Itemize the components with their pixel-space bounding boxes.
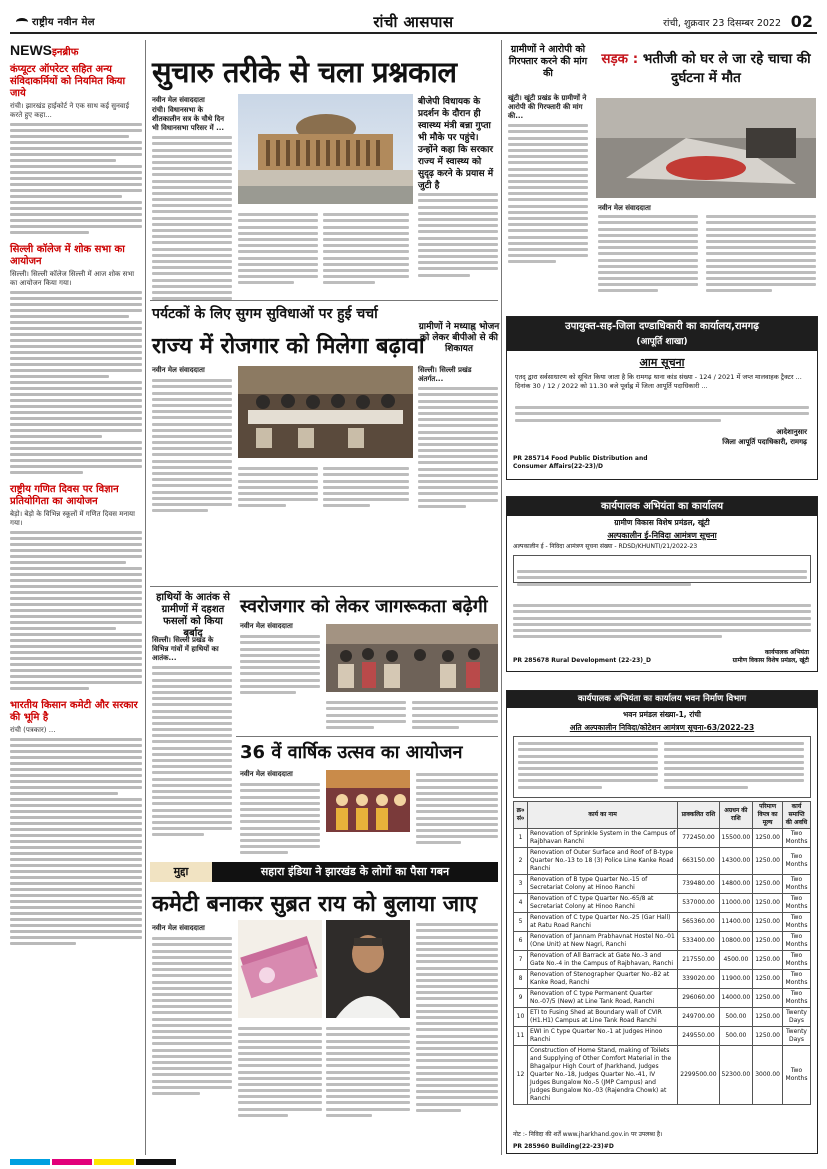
brief-body <box>10 291 142 474</box>
sahara-band: सहारा इंडिया ने झारखंड के लोगों का पैसा गबन <box>212 862 498 882</box>
selfemp-headline: स्वरोजगार को लेकर जागरूकता बढ़ेगी <box>240 596 488 617</box>
table-cell-cost: 296060.00 <box>678 989 719 1008</box>
story-body <box>240 632 320 697</box>
story-body <box>326 698 406 732</box>
table-cell-work: Renovation of C type Quarter No.-25 (Gar Hall) at Ratu Road Ranchi <box>528 913 678 932</box>
table-cell-work: Construction of Home Stand, making of Toilets and Supplying of Other Comfort Material in the Bhagalpur High Court of Jharkhand, Judges Quarter No.-18, Judges Quarter No.-41, IV Judges Bungalow No.-5 (JMP Campus) and Judges Bungalow No.-03 (Rajendra Chowk) at Ranchi <box>528 1046 678 1105</box>
col-header: प्राक्कलित राशि <box>678 802 719 829</box>
story-lead: सिल्ली। सिल्ली प्रखंड अंतर्गत... <box>418 366 472 383</box>
accident-headline <box>596 50 816 88</box>
story-body <box>152 636 232 839</box>
table-cell-time: Two Months <box>783 913 811 932</box>
table-row <box>514 1027 811 1046</box>
notice-title: उपायुक्त-सह-जिला दण्डाधिकारी का कार्यालय,रामगढ़ <box>507 317 817 336</box>
table-cell-no: 7 <box>514 951 528 970</box>
table-cell-time: Two Months <box>783 829 811 848</box>
divider <box>150 586 498 587</box>
section-title: रांची आसपास <box>373 13 454 31</box>
table-cell-emd: 14800.00 <box>719 875 753 894</box>
table-cell-emd: 52300.00 <box>719 1046 753 1105</box>
table-cell-emd: 15500.00 <box>719 829 753 848</box>
tender-table <box>513 801 811 1105</box>
table-cell-emd: 10800.00 <box>719 932 753 951</box>
table-cell-emd: 4500.00 <box>719 951 753 970</box>
assembly-building-photo <box>238 94 413 204</box>
notice-signature <box>722 427 807 447</box>
notice-ref: अल्पकालीन ई - निविदा आमंत्रण सूचना संख्या - RDSD/KHUNTI/21/2022-23 <box>513 543 698 550</box>
brief-item <box>10 244 142 474</box>
table-cell-no: 9 <box>514 989 528 1008</box>
table-row <box>514 970 811 989</box>
notice-subtitle: भवन प्रमंडल संख्या-1, रांची <box>623 710 701 719</box>
notice-pr-number: PR 285960 Building(22-23)#D <box>513 1143 614 1150</box>
notice-footer: नोट :- निविदा की शर्तें www.jharkhand.gov.in पर उपलब्ध है। <box>513 1131 663 1138</box>
table-cell-time: Twenty Days <box>783 1008 811 1027</box>
brief-body <box>10 123 142 234</box>
table-row <box>514 848 811 875</box>
brief-title: भारतीय किसान कमेटी और सरकार की भूमि है <box>10 700 138 723</box>
table-cell-time: Two Months <box>783 875 811 894</box>
registration-strip-cyan <box>10 1159 50 1165</box>
table-cell-fee: 1250.00 <box>753 970 783 989</box>
story-body <box>152 106 232 303</box>
table-cell-time: Two Months <box>783 894 811 913</box>
news-in-brief-column <box>10 42 142 1152</box>
brief-title: राष्ट्रीय गणित दिवस पर विज्ञान प्रतियोगिता का आयोजन <box>10 484 119 507</box>
table-cell-cost: 249700.00 <box>678 1008 719 1027</box>
table-cell-emd: 500.00 <box>719 1027 753 1046</box>
notice-building <box>506 690 818 1154</box>
table-cell-time: Two Months <box>783 989 811 1008</box>
table-cell-fee: 1250.00 <box>753 913 783 932</box>
anniversary-headline: 36 वें वार्षिक उत्सव का आयोजन <box>240 742 463 763</box>
notice-heading: अति अल्पकालीन निविदा/कोटेशन आमंत्रण सूचना-63/2022-23 <box>569 723 755 732</box>
table-cell-work: Renovation of Jannam Prabhavnat Hostel No.-01 (One Unit) at New Nagri, Ranchi <box>528 932 678 951</box>
col-header: परिमाण विपत्र का मूल्य <box>753 802 783 829</box>
story-body <box>323 464 409 511</box>
notice-ramgarh <box>506 316 818 480</box>
notice-lines <box>515 403 809 425</box>
table-cell-fee: 3000.00 <box>753 1046 783 1105</box>
masthead <box>10 12 817 34</box>
divider <box>236 736 498 737</box>
table-cell-work: Renovation of C type Quarter No.-65/8 at Secretariat Colony at Hinoo Ranchi <box>528 894 678 913</box>
story-body <box>418 366 498 511</box>
sahara-kicker: मुद्दा <box>150 862 212 882</box>
table-row <box>514 989 811 1008</box>
story-body <box>416 920 498 1115</box>
table-cell-fee: 1250.00 <box>753 829 783 848</box>
story-body <box>240 780 320 857</box>
notice-signature <box>733 649 809 665</box>
table-cell-no: 8 <box>514 970 528 989</box>
story-lead: सिल्ली। सिल्ली प्रखंड के विभिन्न गांवों में हाथियों का आतंक... <box>152 636 219 662</box>
table-cell-work: Renovation of C type Permanent Quarter No.-07/5 (New) at Line Tank Road, Ranchi <box>528 989 678 1008</box>
table-cell-cost: 663150.00 <box>678 848 719 875</box>
story-body <box>323 210 409 287</box>
table-cell-cost: 772450.00 <box>678 829 719 848</box>
currency-photo <box>238 920 322 1018</box>
table-cell-emd: 11400.00 <box>719 913 753 932</box>
tourism-subhead: पर्यटकों के लिए सुगम सुविधाओं पर हुई चर्चा <box>152 306 378 322</box>
story-body <box>238 464 318 511</box>
table-cell-time: Two Months <box>783 970 811 989</box>
byline: नवीन मेल संवाददाता <box>598 204 651 212</box>
story-body <box>326 1024 410 1120</box>
notice-subtitle: ग्रामीण विकास विशेष प्रमंडल, खूंटी <box>614 518 710 527</box>
meeting-photo <box>238 366 413 458</box>
table-row <box>514 1046 811 1105</box>
table-row <box>514 951 811 970</box>
table-row <box>514 913 811 932</box>
table-cell-cost: 2299500.00 <box>678 1046 719 1105</box>
brief-item <box>10 484 142 690</box>
brief-lead: बेड़ो। बेड़ो के विभिन्न स्कूलों में गणित दिवस मनाया गया। <box>10 510 135 527</box>
notice-heading: अल्पकालीन ई-निविदा आमंत्रण सूचना <box>607 531 717 540</box>
column-rule <box>501 40 502 1155</box>
byline: नवीन मेल संवाददाता <box>240 770 293 778</box>
brief-item <box>10 64 142 234</box>
notice-pr-number: PR 285714 Food Public Distribution and Consumer Affairs(22-23)/D <box>513 455 648 470</box>
story-body <box>238 210 318 287</box>
byline: नवीन मेल संवाददाता <box>152 366 205 374</box>
story-body <box>418 190 498 280</box>
brief-title: कंप्यूटर ऑपरेटर सहित अन्य संविदाकर्मियों को नियमित किया जाये <box>10 64 126 99</box>
registration-strip-yellow <box>94 1159 134 1165</box>
table-cell-emd: 11900.00 <box>719 970 753 989</box>
table-cell-fee: 1250.00 <box>753 1027 783 1046</box>
signature-name: कार्यपालक अभियंता <box>764 649 809 656</box>
table-cell-no: 1 <box>514 829 528 848</box>
story-body <box>416 770 498 847</box>
col-header: कार्य का नाम <box>528 802 678 829</box>
story-lead: रांची। विधानसभा के शीतकालीन सत्र के चौथे दिन भी विधानसभा परिसर में ... <box>152 106 225 132</box>
table-cell-work: Renovation of Stenographer Quarter No.-B2 at Kanke Road, Ranchi <box>528 970 678 989</box>
notice-body: एतद् द्वारा सर्वसाधारण को सूचित किया जाता है कि रामगढ़ थाना कांड संख्या - 124 / 2021 में जप्त मालवाहक ट्रैक्टर ... दिनांक 30 / 12 / 2022 को 11.30 बजे पूर्वाह्न में जिला आपूर्ति पदाधिकारी ... <box>515 373 802 390</box>
signature-role: आदेशानुसार <box>776 428 807 436</box>
story-body <box>412 698 498 732</box>
table-cell-work: EWI in C type Quarter No.-1 at Judges Hinoo Ranchi <box>528 1027 678 1046</box>
table-cell-time: Two Months <box>783 848 811 875</box>
table-row <box>514 875 811 894</box>
signature-place: ग्रामीण विकास विशेष प्रमंडल, खूंटी <box>732 657 809 664</box>
table-cell-cost: 249550.00 <box>678 1027 719 1046</box>
notice-lines <box>513 601 811 641</box>
notice-schedule <box>513 736 811 798</box>
registration-strip-magenta <box>52 1159 92 1165</box>
table-cell-work: Renovation of All Barrack at Gate No.-3 and Gate No.-4 in the Campus of Rajbhavan, Ranchi <box>528 951 678 970</box>
training-photo <box>326 624 498 692</box>
signature-name: जिला आपूर्ति पदाधिकारी, रामगढ़ <box>722 438 807 446</box>
table-cell-work: Renovation of Sprinkle System in the Campus of Rajbhavan Ranchi <box>528 829 678 848</box>
column-rule <box>145 40 146 1155</box>
table-cell-no: 11 <box>514 1027 528 1046</box>
event-photo <box>326 770 410 832</box>
table-cell-cost: 565360.00 <box>678 913 719 932</box>
table-cell-cost: 739480.00 <box>678 875 719 894</box>
main-headline: सुचारु तरीके से चला प्रश्नकाल <box>152 55 457 89</box>
table-cell-cost: 217550.00 <box>678 951 719 970</box>
accident-kicker: सड़क : <box>601 51 639 67</box>
table-cell-fee: 1250.00 <box>753 951 783 970</box>
notice-pr-number: PR 285678 Rural Development (22-23)_D <box>513 657 651 664</box>
table-cell-emd: 500.00 <box>719 1008 753 1027</box>
brief-title: सिल्ली कॉलेज में शोक सभा का आयोजन <box>10 244 125 267</box>
table-cell-no: 3 <box>514 875 528 894</box>
table-cell-no: 12 <box>514 1046 528 1105</box>
table-row <box>514 1008 811 1027</box>
table-cell-work: ETI to Fusing Shed at Boundary wall of CVIR (H1.H1) Campus at Line Tank Road Ranchi <box>528 1008 678 1027</box>
story-body <box>238 1024 322 1120</box>
pull-quote: बीजेपी विधायक के प्रदर्शन के दौरान ही स्वास्थ्य मंत्री बन्ना गुप्ता भी मौके पर पहुंचे। उन्होंने कहा कि सरकार राज्य में स्वास्थ्य को सुदृढ़ करने के प्रयास में जुटी है <box>418 97 494 191</box>
table-cell-fee: 1250.00 <box>753 1008 783 1027</box>
table-cell-fee: 1250.00 <box>753 875 783 894</box>
col-header: कार्य समाप्ति की अवधि <box>783 802 811 829</box>
notice-khunti <box>506 496 818 672</box>
table-cell-cost: 533400.00 <box>678 932 719 951</box>
table-cell-work: Renovation of Outer Surface and Roof of B-type Quarter No.-13 to 18 (3) Police Line Kanke Road Ranchi <box>528 848 678 875</box>
food-headline: ग्रामीणों ने मध्याह्न भोजन को लेकर बीपीओ से की शिकायत <box>418 322 500 354</box>
table-cell-fee: 1250.00 <box>753 989 783 1008</box>
table-cell-work: Renovation of B type Quarter No.-15 of Secretariat Colony at Hinoo Ranchi <box>528 875 678 894</box>
table-row <box>514 829 811 848</box>
dateline: रांची, शुक्रवार 23 दिसम्बर 2022 <box>663 18 781 29</box>
table-cell-time: Two Months <box>783 932 811 951</box>
col-header: क्र० सं० <box>514 802 528 829</box>
table-cell-emd: 14300.00 <box>719 848 753 875</box>
table-cell-emd: 14000.00 <box>719 989 753 1008</box>
sahara-headline: कमेटी बनाकर सुब्रत राय को बुलाया जाए <box>152 892 478 917</box>
brief-body <box>10 531 142 690</box>
story-body <box>706 212 816 296</box>
table-row <box>514 894 811 913</box>
table-cell-no: 10 <box>514 1008 528 1027</box>
arrest-headline: ग्रामीणों ने आरोपी को गिरफ्तार करने की मांग की <box>508 44 588 79</box>
brief-lead: सिल्ली। सिल्ली कॉलेज सिल्ली में आज शोक सभा का आयोजन किया गया। <box>10 270 135 287</box>
table-cell-no: 4 <box>514 894 528 913</box>
story-body <box>152 376 232 515</box>
page-number: 02 <box>790 12 813 31</box>
brand-name: राष्ट्रीय नवीन मेल <box>32 17 95 28</box>
byline: नवीन मेल संवाददाता <box>240 622 293 630</box>
byline: नवीन मेल संवाददाता <box>152 96 205 104</box>
notice-heading: आम सूचना <box>639 356 685 369</box>
byline: नवीन मेल संवाददाता <box>152 924 205 932</box>
notice-title: कार्यपालक अभियंता का कार्यालय <box>507 497 817 516</box>
elephant-headline: हाथियों के आतंक से ग्रामीणों में दहशत फसलों को किया बर्बाद <box>156 592 230 639</box>
table-cell-time: Two Months <box>783 951 811 970</box>
table-cell-time: Twenty Days <box>783 1027 811 1046</box>
accident-title: भतीजी को घर ले जा रहे चाचा की दुर्घटना में मौत <box>642 51 811 86</box>
col-header: अग्रधन की राशि <box>719 802 753 829</box>
accident-photo <box>596 98 816 198</box>
table-row <box>514 932 811 951</box>
table-cell-time: Two Months <box>783 1046 811 1105</box>
divider <box>150 300 498 301</box>
table-cell-fee: 1250.00 <box>753 894 783 913</box>
jobs-headline: राज्य में रोजगार को मिलेगा बढ़ावा <box>152 334 425 359</box>
table-cell-cost: 537000.00 <box>678 894 719 913</box>
table-cell-fee: 1250.00 <box>753 848 783 875</box>
notice-table <box>513 555 811 583</box>
story-body <box>152 934 232 1098</box>
story-lead: खूंटी। खूंटी प्रखंड के ग्रामीणों ने आरोपी की गिरफ्तारी की मांग की... <box>508 94 587 120</box>
story-body <box>598 212 698 296</box>
notice-title: कार्यपालक अभियंता का कार्यालय भवन निर्माण विभाग <box>507 691 817 708</box>
table-cell-no: 5 <box>514 913 528 932</box>
table-cell-emd: 11000.00 <box>719 894 753 913</box>
story-body <box>508 94 588 267</box>
brief-body <box>10 738 142 945</box>
person-photo <box>326 920 410 1018</box>
news-brief-logo: NEWSइनब्रीफ <box>10 42 79 58</box>
notice-subtitle: (आपूर्ति शाखा) <box>507 336 817 351</box>
registration-strip-black <box>136 1159 176 1165</box>
brief-lead: रांची। झारखंड हाईकोर्ट ने एक साथ कई सुनवाई करते हुए कहा... <box>10 102 130 119</box>
table-cell-fee: 1250.00 <box>753 932 783 951</box>
brief-lead: रांची (पत्रकार) ... <box>10 726 56 734</box>
brief-item <box>10 700 142 945</box>
table-cell-no: 6 <box>514 932 528 951</box>
table-cell-no: 2 <box>514 848 528 875</box>
table-cell-cost: 339020.00 <box>678 970 719 989</box>
